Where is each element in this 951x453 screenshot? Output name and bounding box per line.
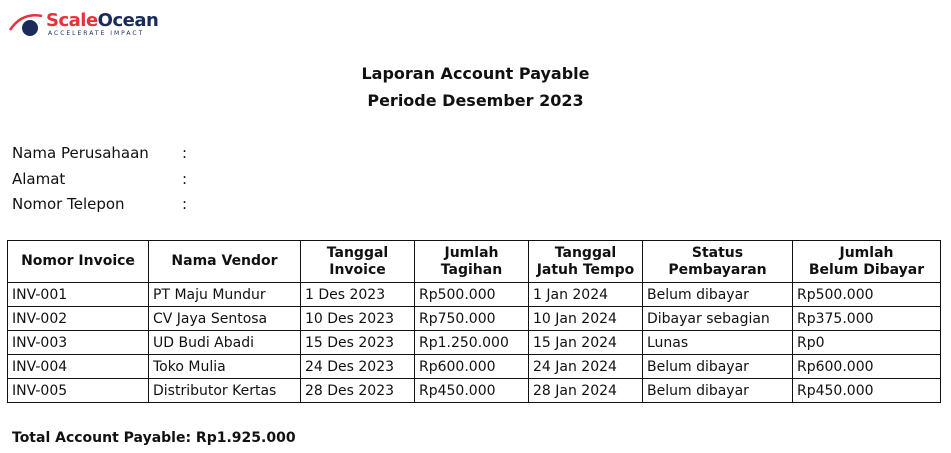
table-cell: Rp450.000 [793, 379, 941, 403]
table-cell: 15 Des 2023 [301, 331, 415, 355]
header-line: Nama Vendor [171, 253, 278, 269]
table-cell: 10 Jan 2024 [529, 307, 643, 331]
column-header [301, 241, 415, 283]
table-cell: INV-002 [8, 307, 149, 331]
table-cell: 1 Des 2023 [301, 283, 415, 307]
logo-tagline: ACCELERATE IMPACT [48, 30, 145, 37]
table-cell: Distributor Kertas [149, 379, 301, 403]
table-cell: 28 Jan 2024 [529, 379, 643, 403]
table-cell: INV-005 [8, 379, 149, 403]
table-row [8, 355, 941, 379]
table-cell: Belum dibayar [643, 283, 793, 307]
table-cell: 24 Jan 2024 [529, 355, 643, 379]
header-line: Belum Dibayar [808, 261, 925, 278]
table-cell: 24 Des 2023 [301, 355, 415, 379]
table-cell: INV-001 [8, 283, 149, 307]
table-cell: PT Maju Mundur [149, 283, 301, 307]
table-cell: Rp375.000 [793, 307, 941, 331]
table-cell: Lunas [643, 331, 793, 355]
table-cell: UD Budi Abadi [149, 331, 301, 355]
payable-table [7, 240, 941, 403]
table-cell: Rp450.000 [415, 379, 529, 403]
table-cell: Toko Mulia [149, 355, 301, 379]
scaleocean-logo [8, 10, 159, 38]
column-header [643, 241, 793, 283]
table-cell: Dibayar sebagian [643, 307, 793, 331]
table-cell: 1 Jan 2024 [529, 283, 643, 307]
colon: : [182, 144, 188, 162]
table-cell: CV Jaya Sentosa [149, 307, 301, 331]
header-line: Jumlah [444, 244, 499, 261]
table-cell: Rp1.250.000 [415, 331, 529, 355]
table-row [8, 307, 941, 331]
header-line: Tagihan [440, 261, 503, 278]
table-cell: Rp600.000 [793, 355, 941, 379]
header-line: Tanggal [326, 244, 389, 261]
total-payable: Total Account Payable: Rp1.925.000 [12, 430, 296, 446]
column-header [149, 241, 301, 283]
table-cell: Rp500.000 [793, 283, 941, 307]
header-line: Invoice [329, 261, 386, 278]
table-row [8, 331, 941, 355]
table-cell: Belum dibayar [643, 355, 793, 379]
header-line: Nomor Invoice [21, 253, 135, 269]
header-line: Status [691, 244, 744, 261]
header-line: Tanggal [554, 244, 617, 261]
header-line: Jumlah [839, 244, 894, 261]
table-cell: 28 Des 2023 [301, 379, 415, 403]
address-label: Alamat [12, 170, 66, 188]
table-cell: 15 Jan 2024 [529, 331, 643, 355]
table-row [8, 379, 941, 403]
table-cell: Rp600.000 [415, 355, 529, 379]
table-cell: Rp0 [793, 331, 941, 355]
header-line: Jatuh Tempo [536, 261, 635, 278]
colon: : [182, 170, 188, 188]
logo-icon [8, 10, 48, 38]
company-name-label: Nama Perusahaan [12, 144, 149, 162]
table-cell: Rp500.000 [415, 283, 529, 307]
table-row [8, 283, 941, 307]
column-header [415, 241, 529, 283]
phone-label: Nomor Telepon [12, 195, 125, 213]
table-cell: Rp750.000 [415, 307, 529, 331]
report-period: Periode Desember 2023 [367, 91, 584, 110]
header-line: Pembayaran [668, 261, 767, 278]
column-header [8, 241, 149, 283]
table-cell: INV-003 [8, 331, 149, 355]
table-cell: 10 Des 2023 [301, 307, 415, 331]
colon: : [182, 195, 188, 213]
column-header [529, 241, 643, 283]
table-cell: Belum dibayar [643, 379, 793, 403]
table-cell: INV-004 [8, 355, 149, 379]
logo-text: ScaleOcean [46, 10, 159, 31]
column-header [793, 241, 941, 283]
report-title: Laporan Account Payable [361, 64, 590, 83]
